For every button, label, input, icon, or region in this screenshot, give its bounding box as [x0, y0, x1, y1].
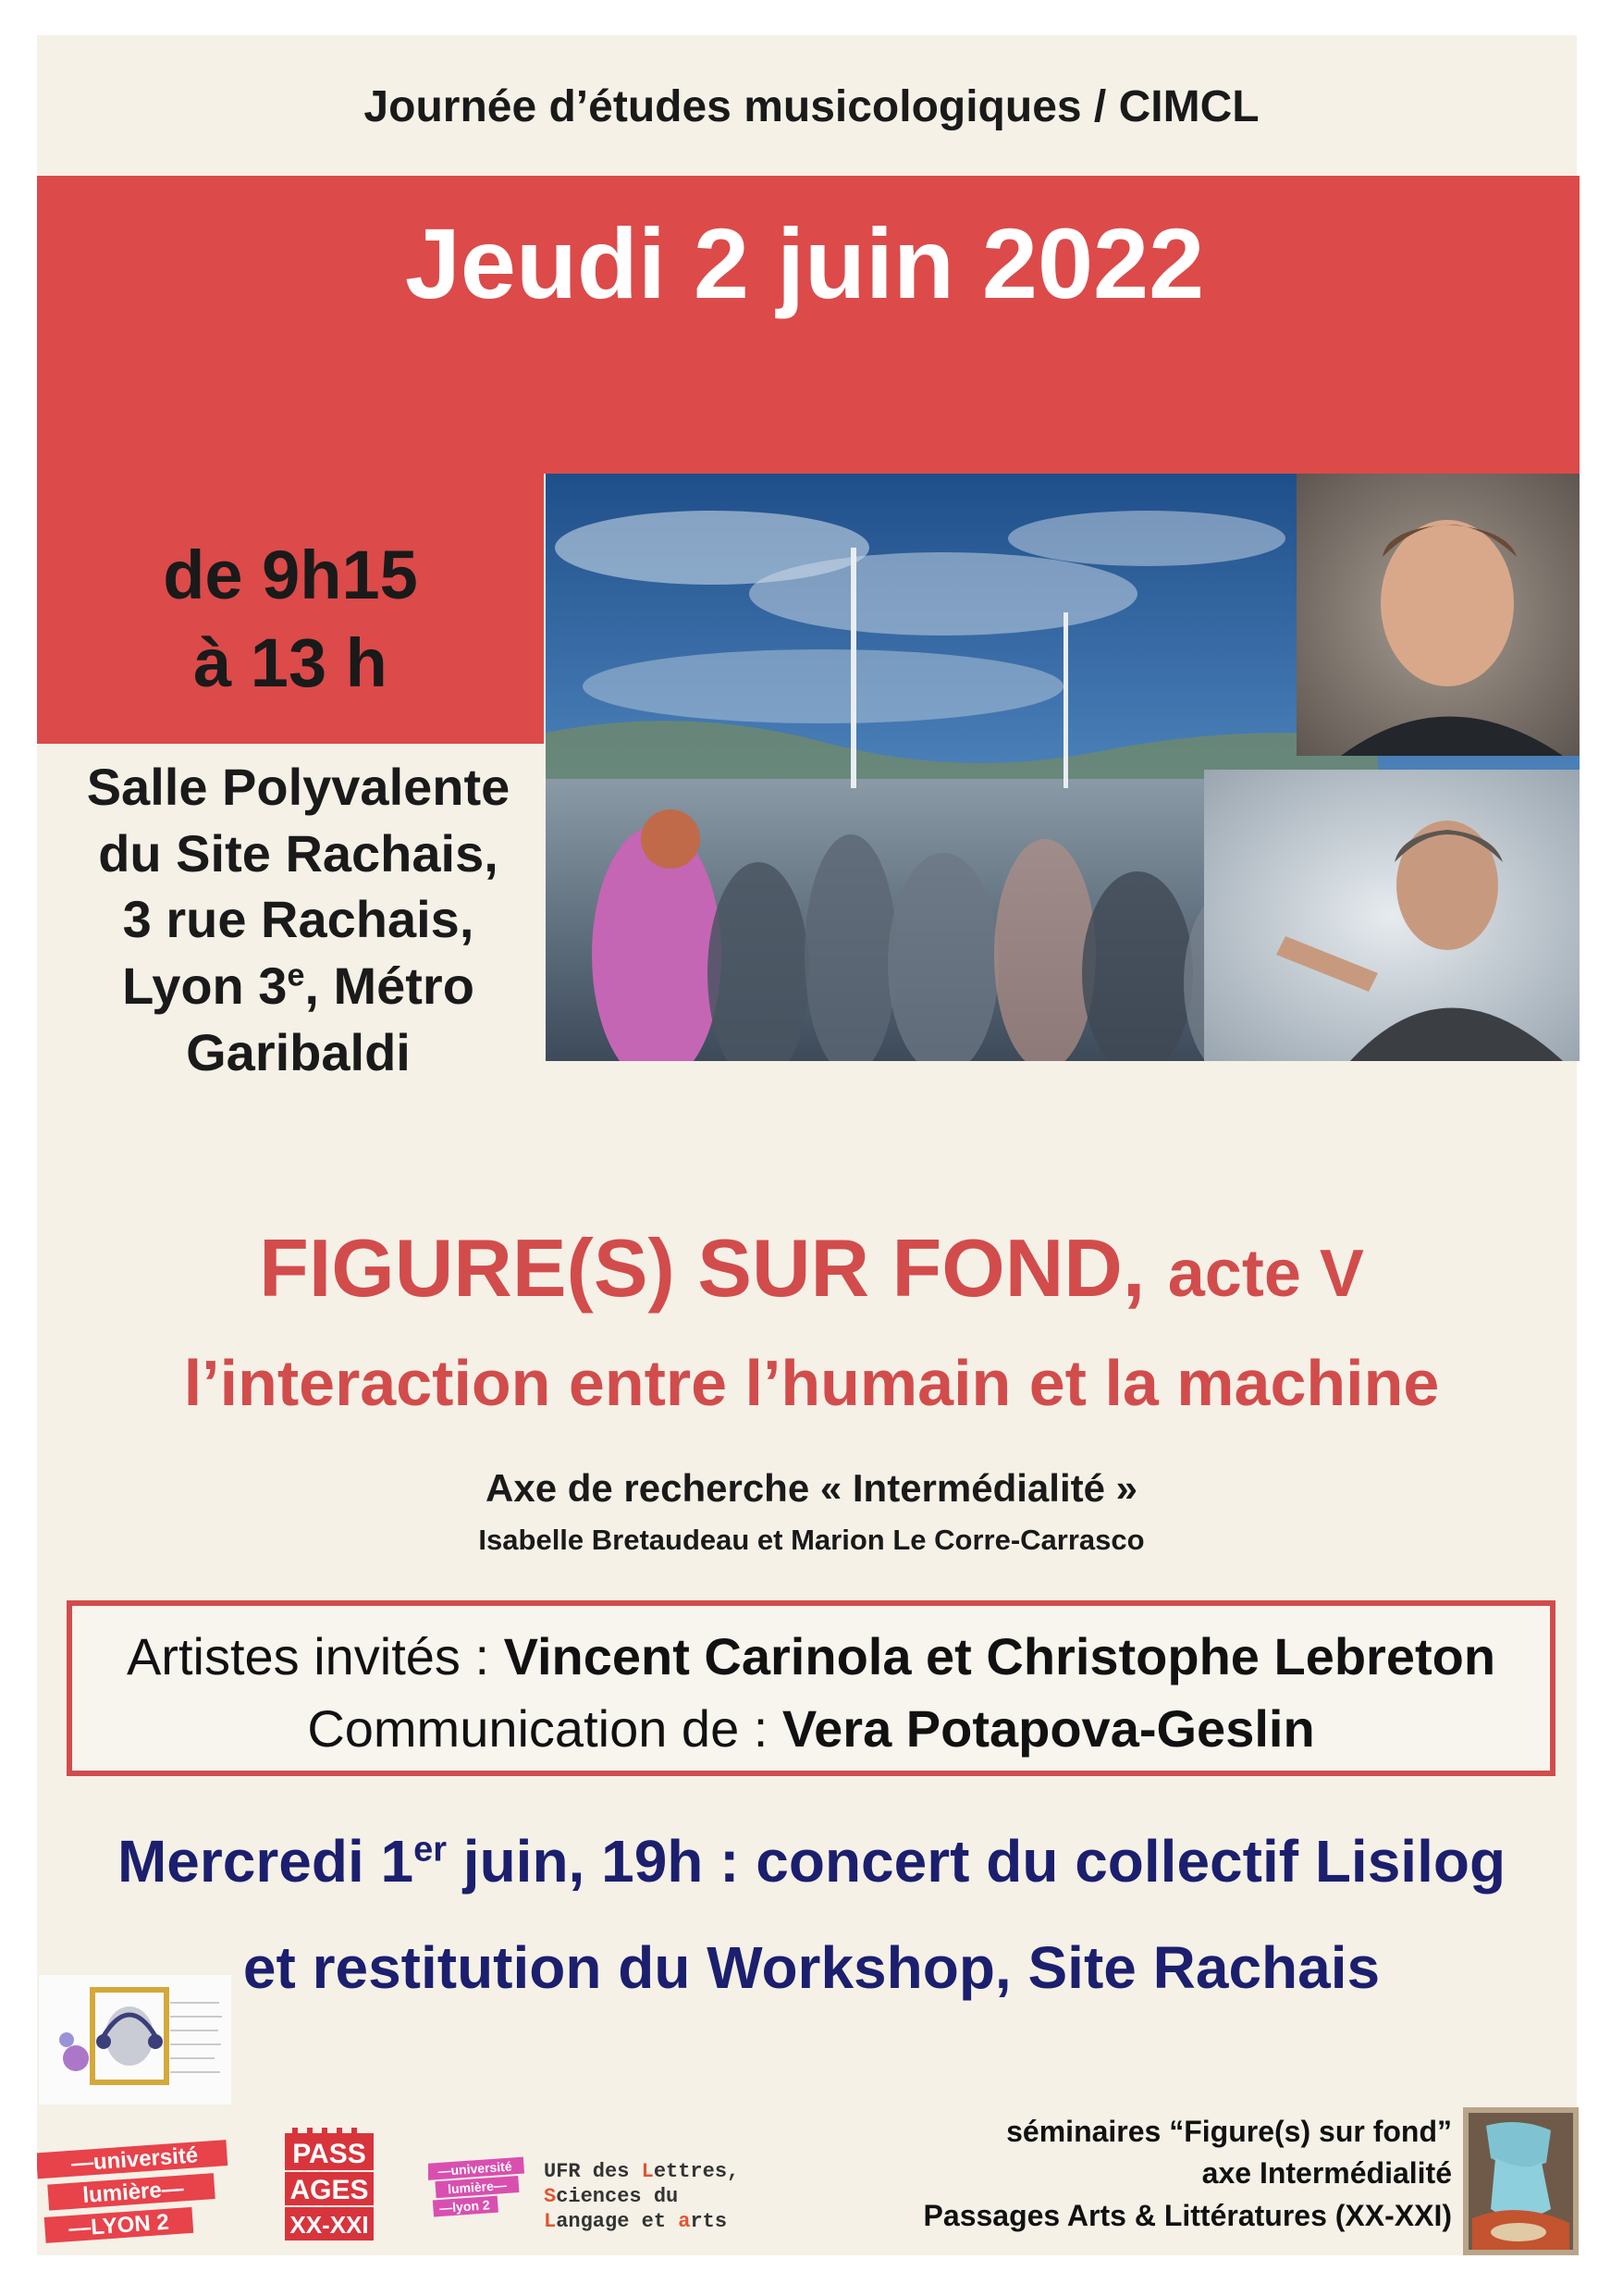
event-kicker: Journée d’études musicologiques / CIMCL [363, 82, 1260, 131]
svg-text:XX-XXI: XX-XXI [289, 2211, 369, 2239]
artists-label: Artistes invités : [126, 1627, 504, 1685]
ufr-logo [428, 2151, 780, 2234]
venue-line: du Site Rachais, [98, 823, 498, 883]
seminar-credits [924, 2111, 1452, 2237]
title-main: FIGURE(S) SUR FOND, [259, 1222, 1146, 1314]
svg-text:—université: —université [70, 2142, 200, 2177]
communication-line [72, 1698, 1550, 1759]
lyon2-logo [37, 2137, 235, 2246]
artists-names: Vincent Carinola et Christophe Lebreton [503, 1627, 1496, 1685]
venue-line: 3 rue Rachais, [122, 890, 474, 949]
event-title [0, 1221, 1623, 1315]
venue-address [55, 754, 541, 1085]
event-time [37, 532, 544, 707]
time-start: de 9h15 [163, 537, 418, 613]
svg-text:lumière—: lumière— [447, 2177, 508, 2197]
concert-line-1: Mercredi 1er juin, 19h : concert du collectif Lisilog [117, 1828, 1506, 1895]
svg-text:—lyon 2: —lyon 2 [438, 2197, 491, 2216]
guest-artists-line [72, 1626, 1550, 1686]
svg-text:lumière—: lumière— [81, 2176, 185, 2208]
event-subtitle: l’interaction entre l’humain et la machine [183, 1347, 1440, 1419]
seminar-line: séminaires “Figure(s) sur fond” [1006, 2115, 1452, 2148]
title-acte: acte V [1167, 1237, 1364, 1311]
svg-text:Sciences du: Sciences du [544, 2185, 679, 2208]
communication-label: Communication de : [307, 1699, 782, 1758]
seminar-line: axe Intermédialité [1201, 2156, 1452, 2191]
organizers: Isabelle Bretaudeau et Marion Le Corre-Carrasco [478, 1524, 1145, 1556]
seminar-line: Passages Arts & Littératures (XX-XXI) [923, 2198, 1452, 2232]
svg-text:Langage et arts: Langage et arts [544, 2210, 728, 2233]
passages-logo [283, 2128, 375, 2246]
concert-line-2: et restitution du Workshop, Site Rachais [242, 1934, 1381, 2001]
time-end: à 13 h [193, 623, 387, 701]
event-date: Jeudi 2 juin 2022 [404, 207, 1205, 319]
svg-text:—université: —université [437, 2158, 513, 2179]
venue-line: Garibaldi [186, 1022, 411, 1081]
svg-text:—LYON 2: —LYON 2 [68, 2209, 170, 2242]
venue-line: Salle Polyvalente [86, 758, 510, 816]
svg-text:UFR des Lettres,: UFR des Lettres, [544, 2160, 740, 2183]
communication-name: Vera Potapova-Geslin [781, 1699, 1315, 1758]
research-axis: Axe de recherche « Intermédialité » [486, 1466, 1137, 1510]
svg-text:PASS: PASS [292, 2139, 366, 2169]
painting-thumbnail [1463, 2107, 1579, 2255]
seminar-illustration [39, 1975, 231, 2105]
guests-box [67, 1600, 1555, 1776]
venue-line: Lyon 3e, Métro [122, 957, 474, 1016]
event-collage-image [546, 474, 1580, 1061]
svg-text:AGES: AGES [289, 2175, 369, 2205]
